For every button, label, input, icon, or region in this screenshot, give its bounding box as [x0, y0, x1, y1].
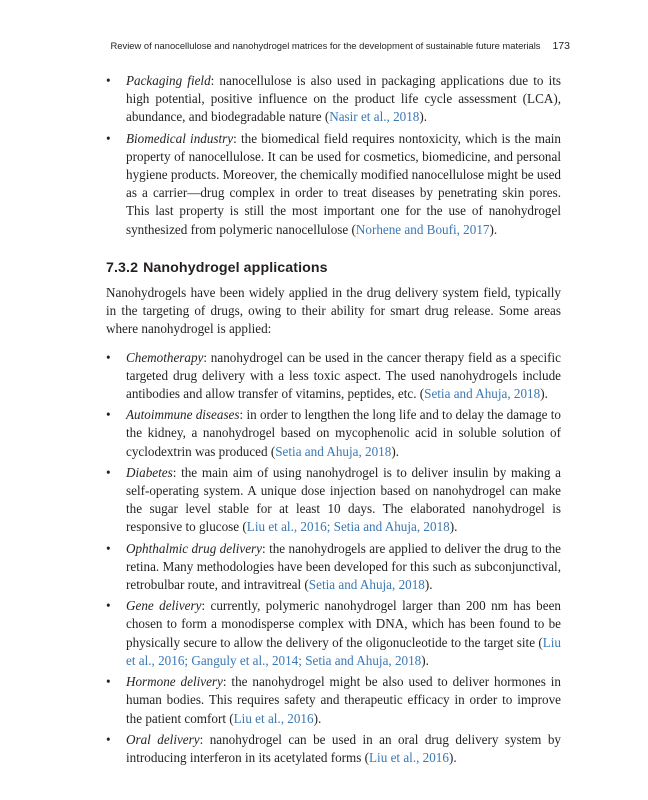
citation-link[interactable]: Setia and Ahuja, 2018	[424, 386, 541, 402]
top-bullet-list	[106, 72, 561, 239]
list-item	[106, 130, 561, 239]
bullet-end: ).	[449, 519, 458, 535]
bullet-text: : currently, polymeric nanohydrogel larger than 200 nm has been chosen to form a monodisperse complex with DNA, which has been found to be physically secure to allow the delivery of the oligonucleotide to the target site (	[126, 598, 561, 650]
page-body	[106, 72, 561, 770]
bullet-icon: •	[106, 598, 111, 614]
bullet-icon: •	[106, 73, 111, 88]
bullet-end: ).	[489, 221, 498, 237]
citation-link[interactable]: Nasir et al., 2018	[329, 109, 420, 125]
bullet-end: ).	[424, 577, 433, 593]
section-number: 7.3.2	[106, 259, 139, 276]
bullet-term: Hormone delivery	[126, 674, 223, 690]
section-title: Nanohydrogel applications	[143, 259, 328, 276]
bullet-icon: •	[106, 674, 111, 690]
bullet-icon: •	[106, 464, 111, 480]
list-item	[106, 464, 561, 537]
section-heading	[106, 259, 561, 277]
running-header	[104, 40, 570, 52]
citation-link[interactable]: Norhene and Boufi, 2017	[355, 221, 490, 237]
bullet-term: Packaging field	[126, 73, 211, 88]
bullet-term: Ophthalmic drug delivery	[126, 540, 263, 556]
citation-link[interactable]: Liu et al., 2016	[233, 710, 314, 726]
bullet-end: ).	[391, 443, 399, 459]
citation-link[interactable]: Liu et al., 2016; Setia and Ahuja, 2018	[246, 519, 450, 535]
applications-list	[106, 349, 561, 767]
list-item	[106, 406, 561, 461]
bullet-text: : nanohydrogel can be used in the cancer therapy field as a specific targeted drug delivery with a less toxic aspect. The used nanohydrogels include antibodies and allow transfer of vitamins, peptides, etc. (	[126, 349, 561, 402]
bullet-end: ).	[419, 109, 428, 125]
list-item	[106, 349, 561, 404]
bullet-icon: •	[106, 407, 111, 423]
bullet-term: Gene delivery	[126, 598, 202, 614]
bullet-text: : in order to lengthen the long life and to delay the damage to the kidney, a nanohydrogel based on mycophenolic acid in soluble solution of cyclodextrin was produced (	[126, 407, 561, 459]
bullet-icon: •	[106, 349, 111, 365]
citation-link[interactable]: Liu et al., 2016	[369, 749, 449, 765]
list-item	[106, 731, 561, 767]
bullet-icon: •	[106, 731, 111, 747]
page-number: 173	[552, 40, 570, 52]
citation-link[interactable]: Setia and Ahuja, 2018	[275, 443, 392, 459]
bullet-text: : the main aim of using nanohydrogel is to deliver insulin by making a self-operating system. A unique dose injection based on nanohydrogel can make the sugar level stable for at least 10 days. The elaborated nanohydrogel is responsive to glucose (	[126, 464, 561, 535]
bullet-term: Chemotherapy	[126, 349, 204, 365]
bullet-text: : nanohydrogel can be used in an oral drug delivery system by introducing interferon in its acetylated forms (	[126, 731, 561, 765]
bullet-term: Diabetes	[126, 464, 173, 480]
bullet-text: : the nanohydrogel might be also used to deliver hormones in human bodies. This requires safety and therapeutic efficacy in order to improve the patient comfort (	[126, 674, 561, 726]
bullet-end: ).	[313, 710, 322, 726]
citation-link[interactable]: Liu et al., 2016; Ganguly et al., 2014; Setia and Ahuja, 2018	[126, 634, 561, 668]
list-item	[106, 673, 561, 728]
bullet-text: : the biomedical field requires nontoxicity, which is the main property of nanocellulose. It can be used for cosmetics, biomedicine, and personal hygiene products. Moreover, the chemically modified nanocellulose might be used as a carrier—drug complex in order to treat diseases by penetrating skin pores. This last property is still the most important one for the use of nanohydrogel synthesized from polymeric nanocellulose (	[126, 130, 562, 237]
list-item	[106, 72, 561, 127]
bullet-term: Biomedical industry	[126, 130, 234, 146]
bullet-end: ).	[448, 749, 457, 765]
bullet-icon: •	[106, 130, 111, 146]
list-item	[106, 597, 561, 670]
bullet-text: : the nanohydrogels are applied to deliver the drug to the retina. Many methodologies have been developed for this such as subconjunctival, retrobulbar route, and intravitreal (	[126, 540, 562, 593]
bullet-end: ).	[421, 652, 429, 668]
bullet-end: ).	[540, 386, 548, 402]
section-intro: Nanohydrogels have been widely applied in the drug delivery system field, typically in the targeting of drugs, owing to their ability for smart drug release. Some areas where nanohydrogel is applied:	[106, 285, 561, 337]
bullet-term: Oral delivery	[126, 731, 200, 747]
list-item	[106, 540, 561, 595]
citation-link[interactable]: Setia and Ahuja, 2018	[308, 577, 425, 593]
bullet-icon: •	[106, 540, 111, 556]
running-title: Review of nanocellulose and nanohydrogel matrices for the development of sustainable future materials	[110, 40, 541, 51]
bullet-term: Autoimmune diseases	[126, 407, 240, 423]
bullet-text: : nanocellulose is also used in packaging applications due to its high potential, positive influence on the product life cycle assessment (LCA), abundance, and biodegradable nature (	[126, 73, 561, 125]
